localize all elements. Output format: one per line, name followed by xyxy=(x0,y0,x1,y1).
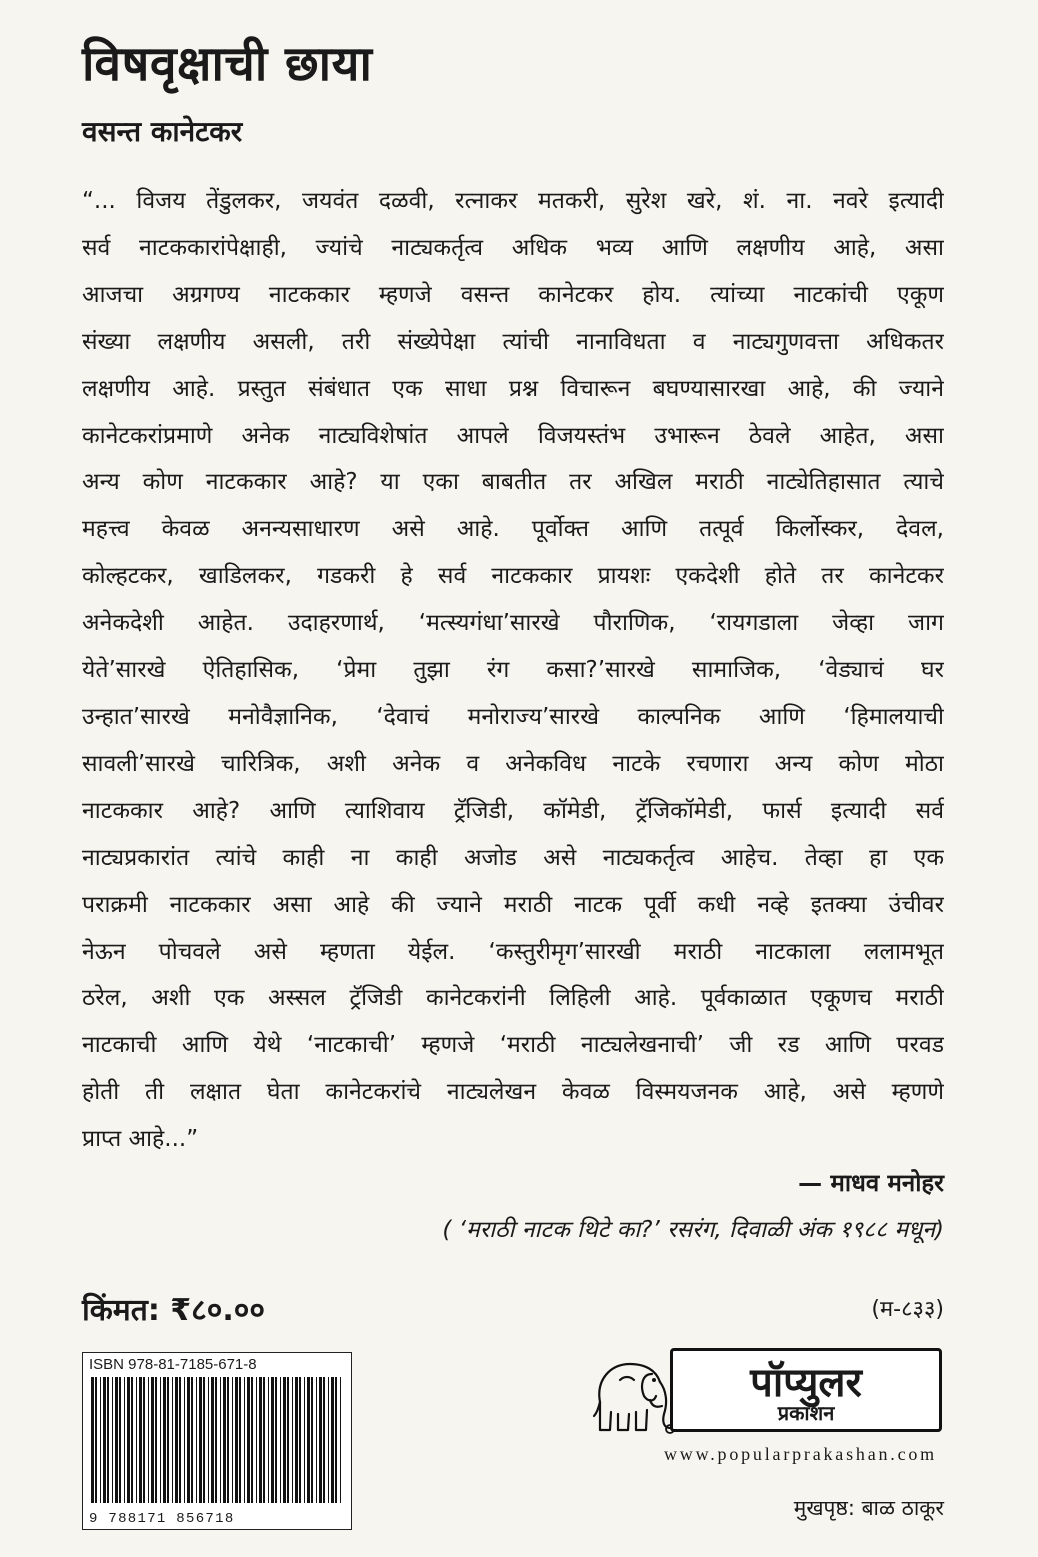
quote-line: नाटककार आहे? आणि त्याशिवाय ट्रॅजिडी, कॉमेडी, ट्रॅजिकॉमेडी, फार्स इत्यादी सर्व xyxy=(82,797,944,824)
author-name: वसन्त कानेटकर xyxy=(82,115,243,148)
quote-line: कानेटकरांप्रमाणे अनेक नाट्यविशेषांत आपले विजयस्तंभ उभारून ठेवले आहेत, असा xyxy=(82,422,944,449)
quote-line: “... विजय तेंडुलकर, जयवंत दळवी, रत्नाकर मतकरी, सुरेश खरे, शं. ना. नवरे इत्यादी xyxy=(82,188,944,214)
quote-line: ठरेल, अशी एक अस्सल ट्रॅजिडी कानेटकरांनी लिहिली आहे. पूर्वकाळात एकूणच मराठी xyxy=(82,985,944,1012)
publisher-subtitle: प्रकाशन xyxy=(777,1401,835,1425)
quote-line: नाटकाची आणि येथे ‘नाटकाची’ म्हणजे ‘मराठी नाट्यलेखनाची’ जी रड आणि परवड xyxy=(82,1032,944,1059)
book-code: (म-८३३) xyxy=(871,1297,944,1322)
quote-line: महत्त्व केवळ अनन्यसाधारण असे आहे. पूर्वोक्त आणि तत्पूर्व किर्लोस्कर, देवल, xyxy=(82,516,944,543)
quote-line: उन्हात’सारखे मनोवैज्ञानिक, ‘देवाचं मनोराज्य’सारखे काल्पनिक आणि ‘हिमालयाची xyxy=(82,703,944,730)
quote-line: अन्य कोण नाटककार आहे? या एका बाबतीत तर अखिल मराठी नाट्येतिहासात त्याचे xyxy=(82,469,944,496)
quote-line: प्राप्त आहे...” xyxy=(82,1126,199,1153)
barcode-icon xyxy=(89,1377,345,1505)
quote-line: सर्व नाटककारांपेक्षाही, ज्यांचे नाट्यकर्तृत्व अधिक भव्य आणि लक्षणीय आहे, असा xyxy=(82,234,944,261)
quote-line: येते’सारखे ऐतिहासिक, ‘प्रेमा तुझा रंग कसा?’सारखे सामाजिक, ‘वेड्याचं घर xyxy=(82,657,944,684)
quote-line: सावली’सारखे चारित्रिक, अशी अनेक व अनेकविध नाटके रचणारा अन्य कोण मोठा xyxy=(82,750,944,777)
isbn-label: ISBN 978-81-7185-671-8 xyxy=(89,1356,257,1373)
book-title: विषवृक्षाची छाया xyxy=(82,36,373,92)
quote-paragraph xyxy=(82,178,944,1163)
quote-line: संख्या लक्षणीय असली, तरी संख्येपेक्षा त्यांची नानाविधता व नाट्यगुणवत्ता अधिकतर xyxy=(82,328,944,355)
quote-line: लक्षणीय आहे. प्रस्तुत संबंधात एक साधा प्रश्न विचारून बघण्यासारखा आहे, की ज्याने xyxy=(82,375,944,402)
price-label: किंमत: ₹८०.०० xyxy=(82,1293,265,1328)
quote-line: नाट्यप्रकारांत त्यांचे काही ना काही अजोड असे नाट्यकर्तृत्व आहेच. तेव्हा हा एक xyxy=(82,844,944,871)
publisher-logo xyxy=(590,1340,950,1440)
publisher-name: पॉप्युलर xyxy=(750,1360,862,1406)
quote-line: आजचा अग्रगण्य नाटककार म्हणजे वसन्त कानेटकर होय. त्यांच्या नाटकांची एकूण xyxy=(82,281,944,308)
publisher-logo-box xyxy=(670,1348,942,1432)
quote-line: होती ती लक्षात घेता कानेटकरांचे नाट्यलेखन केवळ विस्मयजनक आहे, असे म्हणणे xyxy=(82,1079,944,1106)
quote-line: कोल्हटकर, खाडिलकर, गडकरी हे सर्व नाटककार प्रायशः एकदेशी होते तर कानेटकर xyxy=(82,563,944,590)
elephant-icon xyxy=(590,1340,676,1440)
quote-line: नेऊन पोचवले असे म्हणता येईल. ‘कस्तुरीमृग’सारखी मराठी नाटकाला ललामभूत xyxy=(82,938,944,965)
publisher-website[interactable]: www.popularprakashan.com xyxy=(664,1444,937,1464)
quote-signature: — माधव मनोहर xyxy=(798,1169,944,1197)
quote-source: ( ‘मराठी नाटक थिटे का?’ रसरंग, दिवाळी अंक १९८८ मधून) xyxy=(442,1217,944,1243)
quote-line: पराक्रमी नाटककार असा आहे की ज्याने मराठी नाटक पूर्वी कधी नव्हे इतक्या उंचीवर xyxy=(82,891,944,918)
cover-credit: मुखपृष्ठ: बाळ ठाकूर xyxy=(793,1496,944,1520)
quote-line: अनेकदेशी आहेत. उदाहरणार्थ, ‘मत्स्यगंधा’सारखे पौराणिक, ‘रायगडाला जेव्हा जाग xyxy=(82,610,944,637)
barcode-digits: 9 788171 856718 xyxy=(89,1511,235,1527)
barcode-block xyxy=(82,1352,352,1530)
